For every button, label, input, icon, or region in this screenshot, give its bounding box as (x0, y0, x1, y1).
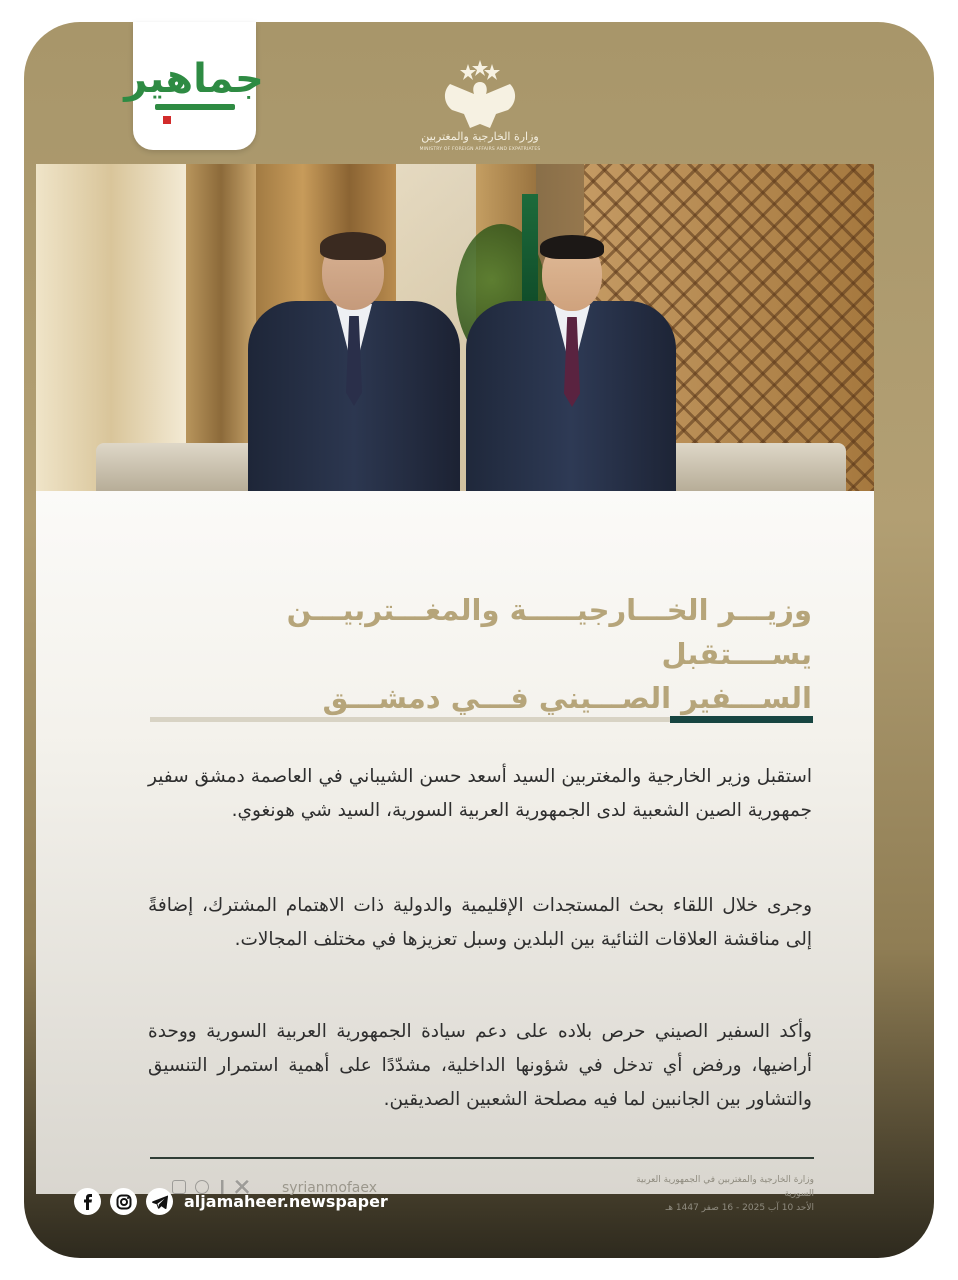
eagle-emblem-icon (430, 58, 530, 158)
footer-ministry-line: وزارة الخارجية والمغتربين في الجمهورية العربية السورية (636, 1175, 814, 1199)
divider-accent (670, 716, 813, 723)
headline-line-2: الســـفير الصـــيني فـــي دمشـــق (322, 681, 812, 715)
article-paragraph-3: وأكد السفير الصيني حرص بلاده على دعم سيادة الجمهورية العربية السورية ووحدة أراضيها، ورفض أي تدخل في شؤونها الداخلية، مشدّدًا على أهمية استمرار التنسيق والتشاور بين الجانبين لما فيه مصلحة الشعبين الصديقين. (148, 1021, 812, 1110)
article-paragraph-2: وجرى خلال اللقاء بحث المستجدات الإقليمية والدولية ذات الاهتمام المشترك، إضافةً إلى مناقشة العلاقات الثنائية بين البلدين وسبل تعزيزها في مختلف المجالات. (148, 895, 812, 950)
ministry-name: وزارة الخارجية والمغتربين (421, 130, 539, 143)
ministry-name-en: MINISTRY OF FOREIGN AFFAIRS AND EXPATRIATES (419, 147, 541, 152)
jamaheer-logo (124, 22, 264, 150)
person-right (466, 201, 676, 491)
social-bar (74, 1188, 388, 1215)
svg-text:جماهير: جماهير (124, 56, 264, 102)
footer-date-line: الأحد 10 آب 2025 - 16 صفر 1447 هـ (665, 1203, 814, 1213)
article-headline (140, 588, 812, 720)
instagram-icon[interactable] (110, 1188, 137, 1215)
meeting-photo (36, 164, 874, 491)
facebook-icon[interactable] (74, 1188, 101, 1215)
telegram-icon[interactable] (146, 1188, 173, 1215)
footer-divider (150, 1157, 814, 1159)
footer-meta (612, 1173, 814, 1215)
headline-line-1: وزيـــر الخـــارجيـــــة والمغـــتربيـــن يســــتقبل (286, 593, 812, 671)
jamaheer-logo-mark (124, 22, 264, 150)
divider-light (150, 717, 670, 722)
person-left (248, 236, 460, 491)
article-paragraph-1: استقبل وزير الخارجية والمغتربين السيد أسعد حسن الشيباني في العاصمة دمشق سفير جمهورية الصين الشعبية لدى الجمهورية العربية السورية، السيد شي هونغوي. (148, 766, 812, 821)
footer-handle: syrianmofaex (282, 1180, 378, 1196)
social-handle[interactable]: aljamaheer.newspaper (184, 1192, 388, 1211)
